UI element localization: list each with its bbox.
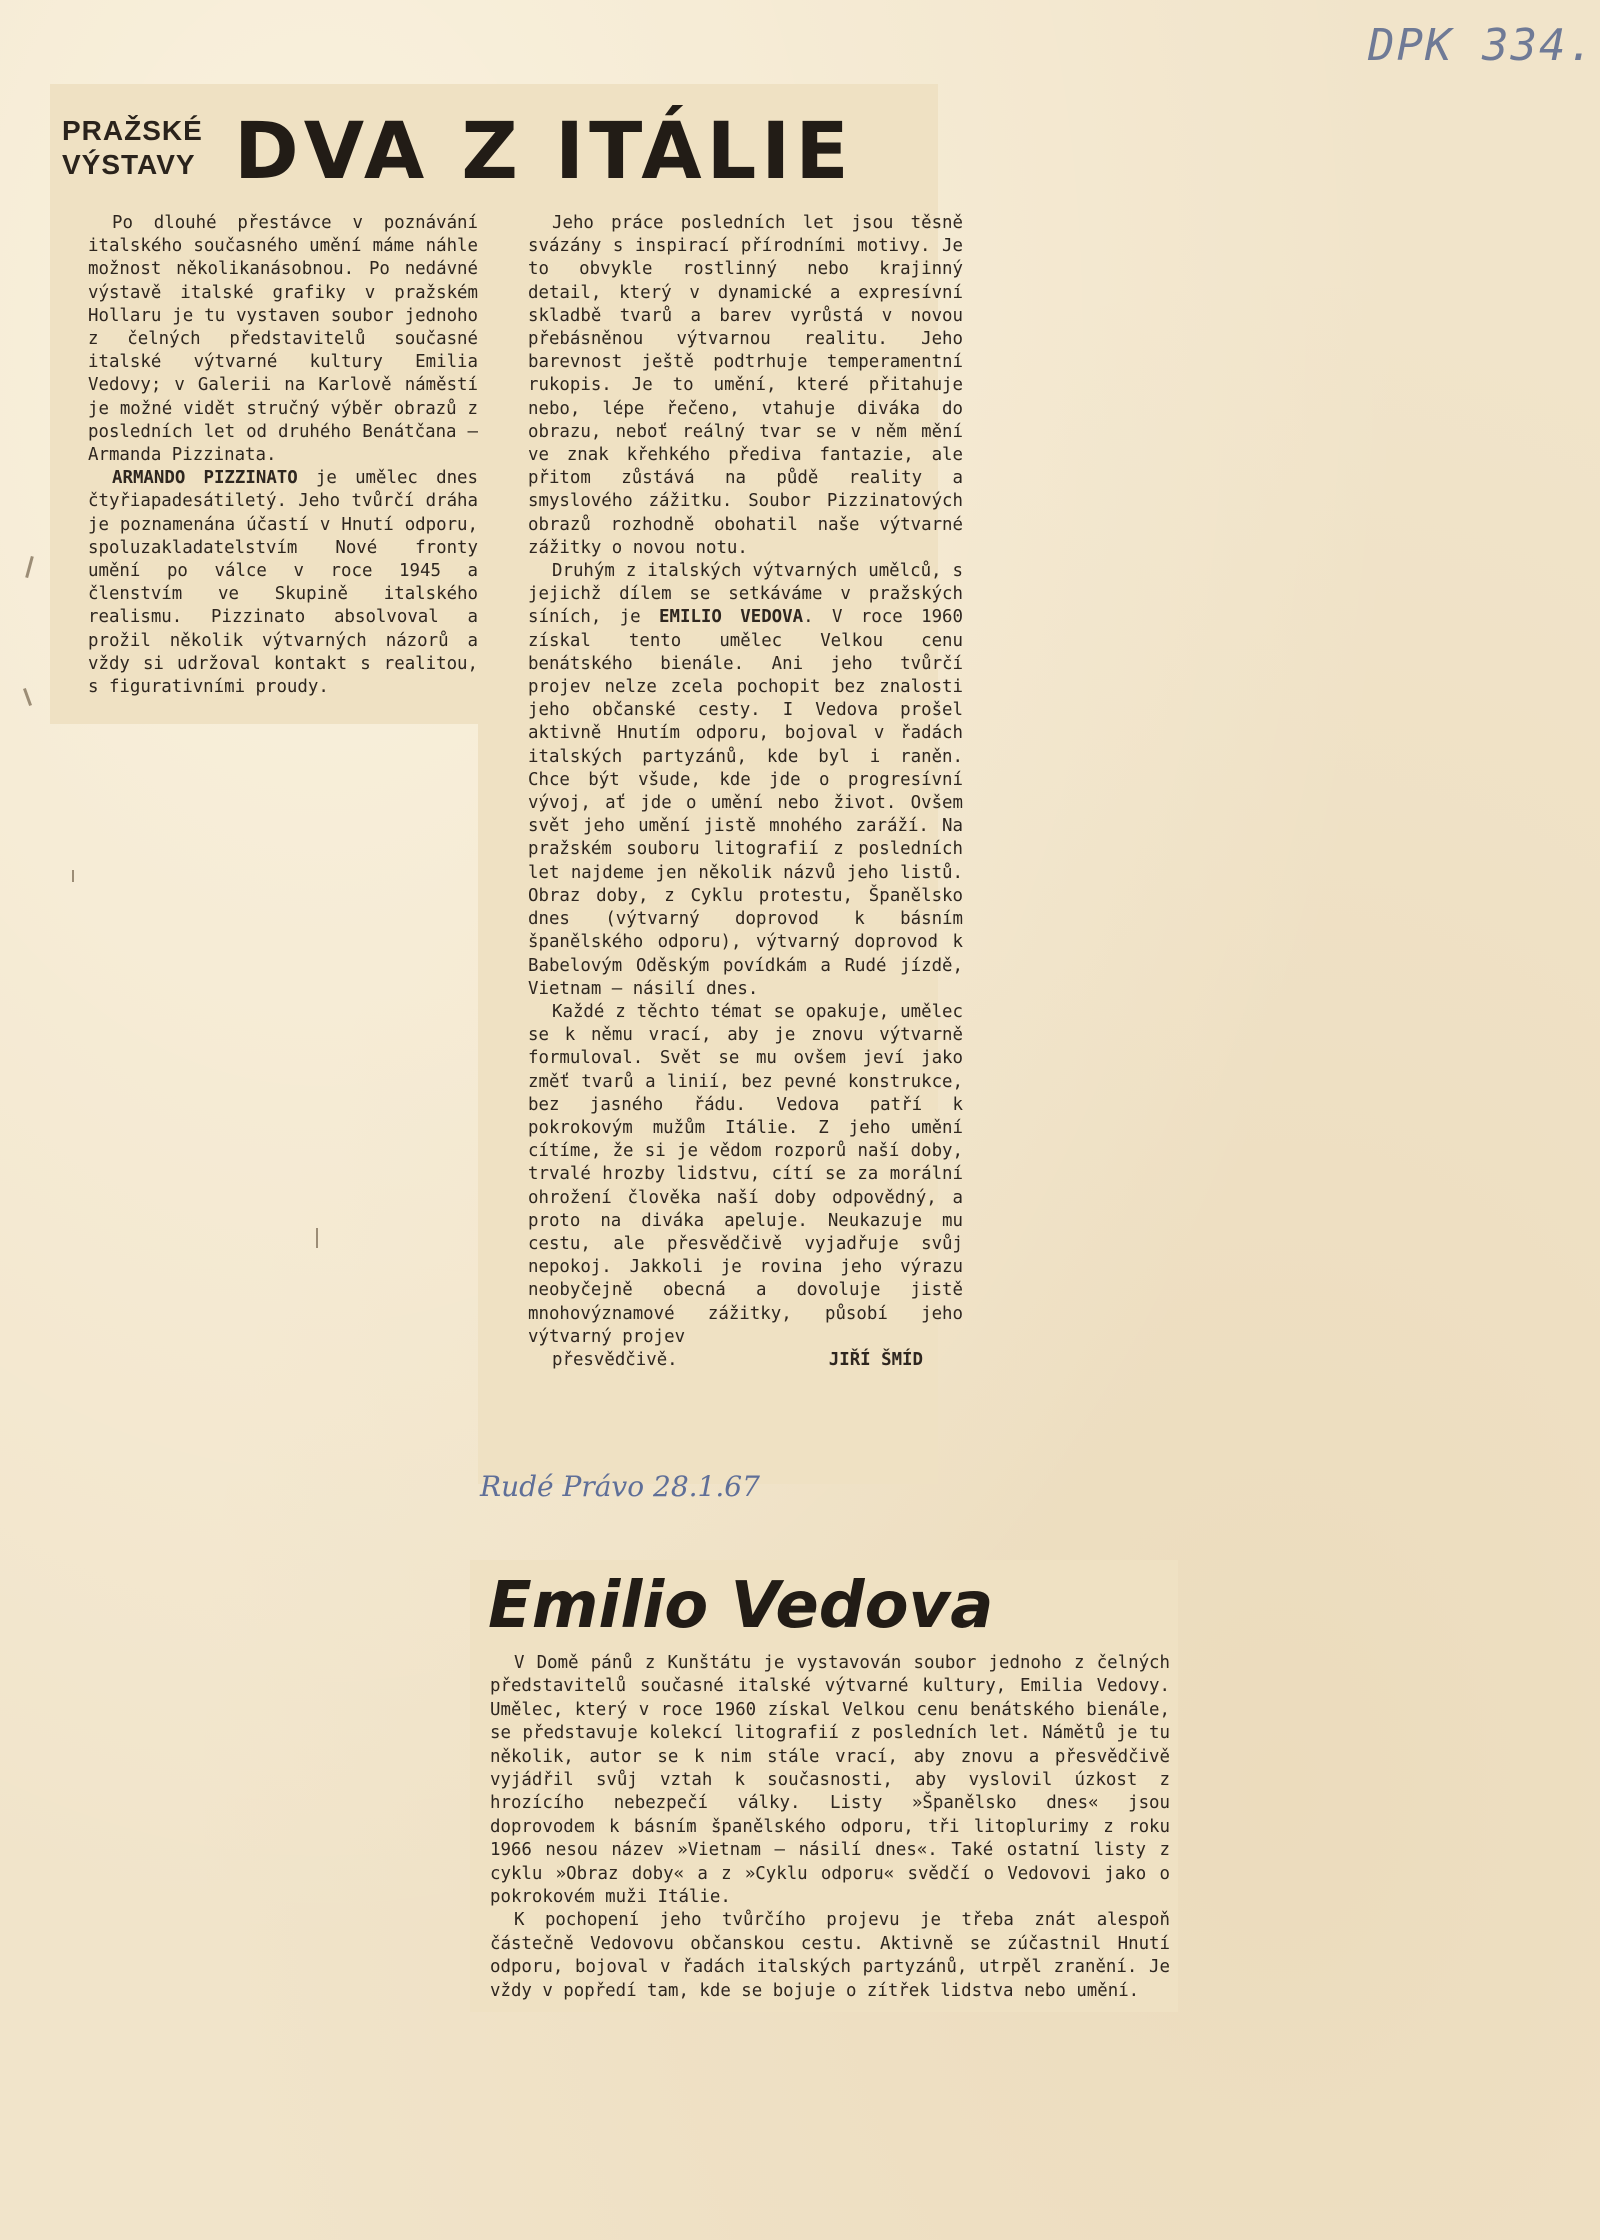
margin-mark (316, 1228, 318, 1248)
archive-stamp: DPK 334. (1368, 20, 1596, 71)
author-name: JIŘÍ ŠMÍD (828, 1349, 923, 1370)
paragraph-vedova-text: . V roce 1960 získal tento umělec Velkou cenu benátského bienále. Ani jeho tvůrčí projev nelze zcela pochopit bez znalosti jeho občanské cesty. I Vedova prošel aktivně Hnutím odporu, bojoval v řadách italských partyzánů, kde byl i raněn. Chce být všude, kde jde o progresívní vývoj, ať jde o umění nebo život. Ovšem svět jeho umění jistě mnohého zaráží. Na pražském souboru litografií z posledních let najdeme jen několik názvů jeho listů. Obraz doby, z Cyklu protestu, Španělsko dnes (výtvarný doprovod k básním španělského odporu), výtvarný doprovod k Babelovým Oděským povídkám a Rudé jízdě, Vietnam — násilí dnes. (528, 607, 963, 999)
section-kicker (62, 114, 202, 182)
name-pizzinato: ARMANDO PIZZINATO (112, 468, 298, 489)
article-column-left (88, 212, 478, 699)
kicker-line-2: VÝSTAVY (62, 149, 196, 180)
paragraph-pizzinato-work: Jeho práce posledních let jsou těsně svázány s inspirací přírodními motivy. Je to obvykle rostlinný nebo krajinný detail, který v dynamické a expresívní skladbě tvarů a barev vyrůstá v novou přebásněnou výtvarnou realitu. Jeho barevnost ještě podtrhuje temperamentní rukopis. Je to umění, které přitahuje nebo, lépe řečeno, vtahuje diváka do obrazu, neboť reálný tvar se v něm mění ve znak křehkého přediva fantazie, ale přitom zůstává na půdě reality a smyslového zážitku. Soubor Pizzinatových obrazů rozhodně obohatil naše výtvarné zážitky o novou notu. (528, 213, 963, 558)
margin-mark (25, 556, 34, 578)
article2-body (490, 1652, 1170, 2003)
paragraph-themes: Každé z těchto témat se opakuje, umělec se k němu vrací, aby je znovu výtvarně formuloval. Svět se mu ovšem jeví jako změť tvarů a linií, bez pevné konstrukce, bez jasného řádu. Vedova patří k pokrokovým mužům Itálie. Z jeho umění cítíme, že si je vědom rozporů naší doby, trvalé hrozby lidstvu, cítí se za morální ohrožení člověka naší doby odpovědný, a proto na diváka apeluje. Neukazuje mu cestu, ale přesvědčivě vyjadřuje svůj nepokoj. Jakkoli je rovina jeho výrazu neobyčejně obecná a dovoluje jistě mnohovýznamové zážitky, působí jeho výtvarný projev (528, 1001, 963, 1347)
signature-line (528, 1349, 963, 1372)
margin-mark (23, 688, 32, 706)
handwritten-source-note: Rudé Právo 28.1.67 (480, 1470, 760, 1503)
article2-paragraph-2: K pochopení jeho tvůrčího projevu je třeba znát alespoň částečně Vedovovu občanskou cestu. Aktivně se zúčastnil Hnutí odporu, bojoval v řadách italských partyzánů, utrpěl zranění. Je vždy v popředí tam, kde se bojuje o zítřek lidstva nebo umění. (490, 1910, 1170, 2001)
article-column-right (528, 212, 963, 1372)
paragraph-vedova (528, 560, 963, 1001)
clipping-emilio-vedova (470, 1560, 1178, 2012)
closing-word: přesvědčivě. (552, 1349, 678, 1370)
article2-paragraph-1: V Domě pánů z Kunštátu je vystavován soubor jednoho z čelných představitelů současné italské výtvarné kultury, Emilia Vedovy. Umělec, který v roce 1960 získal Velkou cenu benátského bienále, se představuje kolekcí litografií z posledních let. Námětů je tu několik, autor se k nim stále vrací, aby znovu a přesvědčivě vyjádřil svůj vztah k současnosti, aby vyslovil úzkost z hrozícího nebezpečí války. Listy »Španělsko dnes« jsou doprovodem k básním španělského odporu, tři litoplurimy z roku 1966 nesou název »Vietnam — násilí dnes«. Také ostatní listy z cyklu »Obraz doby« a z »Cyklu odporu« svědčí o Vedovovi jako o pokrokovém muži Itálie. (490, 1653, 1170, 1908)
paragraph-pizzinato-text: je umělec dnes čtyřiapadesátiletý. Jeho tvůrčí dráha je poznamenána účastí v Hnutí odporu, spoluzakladatelstvím Nové fronty umění po válce v roce 1945 a členstvím ve Skupině italského realismu. Pizzinato absolvoval a prožil několik výtvarných názorů a vždy si udržoval kontakt s realitou, s figurativními proudy. (88, 468, 478, 698)
article-headline: DVA Z ITÁLIE (234, 107, 854, 197)
clipping-dva-z-italie (50, 84, 963, 1484)
article2-title: Emilio Vedova (488, 1569, 994, 1643)
paragraph-vedova-intro: Druhým z italských výtvarných umělců, s jejichž dílem se setkáváme v pražských síních, je (528, 561, 963, 628)
kicker-line-1: PRAŽSKÉ (62, 115, 203, 146)
paragraph-pizzinato (88, 467, 478, 699)
name-vedova: EMILIO VEDOVA (659, 607, 804, 628)
margin-mark (72, 870, 74, 882)
paragraph-intro: Po dlouhé přestávce v poznávání italského současného umění máme náhle možnost několikanásobnou. Po nedávné výstavě italské grafiky v pražském Hollaru je tu vystaven soubor jednoho z čelných představitelů současné italské výtvarné kultury Emilia Vedovy; v Galerii na Karlově náměstí je možné vidět stručný výběr obrazů z posledních let od druhého Benátčana — Armanda Pizzinata. (88, 213, 478, 466)
article-header (62, 102, 922, 222)
